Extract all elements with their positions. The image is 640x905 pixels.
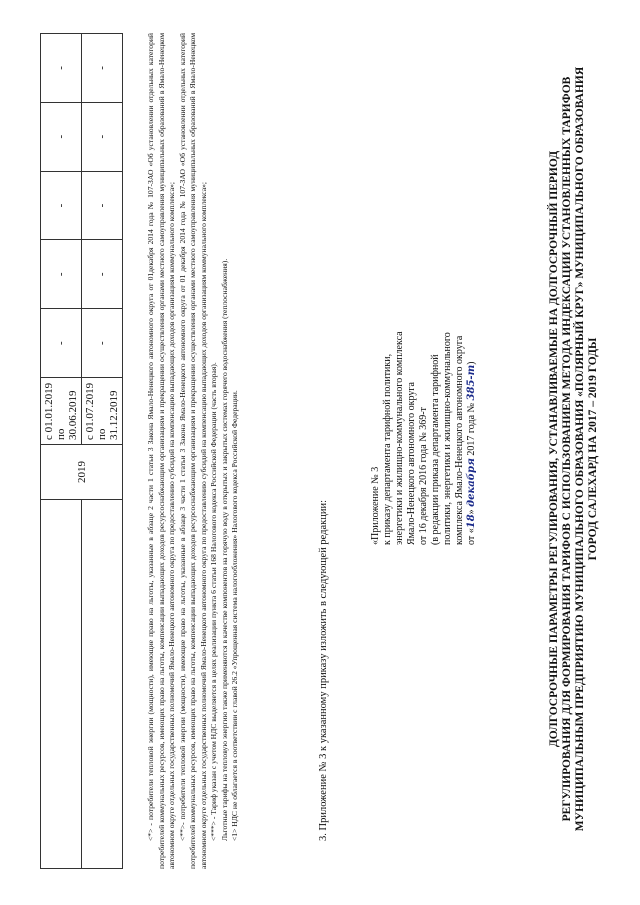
amendment-paragraph: [318, 269, 329, 869]
appendix-line: политики, энергетики и жилищно-коммунального: [442, 332, 453, 545]
footnote-3: <***> - Тариф указан с учетом НДС выделяется в целях реализации пункта 6 статьи 168 Налогового кодекса Российской Федерации (часть вторая).: [209, 362, 218, 841]
period-from: с 01.07.2019: [84, 382, 96, 440]
title-line: ГОРОД САЛЕХАРД НА 2017 – 2019 ГОДЫ: [587, 337, 599, 561]
amendment-text: 3. Приложение № 3 к указанному приказу изложить в следующей редакции:: [318, 499, 329, 841]
date-year: 2017 года №: [466, 402, 477, 459]
document-title: [548, 49, 600, 849]
handwritten-month: декабря: [466, 458, 477, 507]
footnote-5: <1> НДС не облагается в соответствии с главой 26.2 «Упрощенная система налогообложения» Налогового кодекса Российской Федерации.: [230, 390, 239, 841]
footnote-1: <*> - потребители тепловой энергии (мощности), имеющие право на льготы, указанные в абзаце 2 части 1 статьи 3 Закона Ямало-Ненецкого автономного округа от 01декабря 2014 года № 107-ЗАО «Об установлении отдельных категорий потребителей коммунальных ресурсов, имеющих право на льготы, компенсации выпадающих доходов ресурсоснабжающим организациям и прекращении осуществления органами местного самоуправления муниципальных образований в Ямало-Ненецком автономном округе отдельных государственных полномочий Ямало-Ненецкого автономного округа по предоставлению субсидий на компенсацию выпадающих доходов организациям коммунального комплекса»;: [146, 33, 176, 869]
appendix-line: энергетики и жилищно-коммунального комплекса: [394, 331, 405, 545]
table-cell-dash: -: [82, 240, 123, 309]
table-cell-dash: -: [82, 102, 123, 171]
period-from: с 01.01.2019: [43, 382, 55, 440]
tariff-table: [40, 33, 123, 869]
appendix-header: [370, 155, 478, 545]
table-cell-dash: -: [41, 171, 82, 240]
appendix-line: комплекса Ямало-Ненецкого автономного округа: [454, 335, 465, 545]
table-cell-dash: -: [41, 309, 82, 378]
date-suffix: ): [466, 361, 477, 365]
table-cell-dash: -: [82, 34, 123, 103]
table-cell-period: [41, 378, 82, 445]
appendix-line: «Приложение № 3: [370, 466, 381, 545]
appendix-line: от 16 декабря 2016 года № 369-т: [418, 407, 429, 545]
appendix-line: Ямало-Ненецкого автономного округа: [406, 382, 417, 545]
footnote-4: Льготные тарифы на тепловую энергию также применяются в качестве компонентов на горячую воду в открытых и закрытых системах горячего водоснабжения (теплоснабжения).: [219, 258, 229, 841]
appendix-line: (в редакции приказа департамента тарифной: [430, 354, 441, 545]
footnotes: [146, 33, 241, 869]
title-line: ДОЛГОСРОЧНЫЕ ПАРАМЕТРЫ РЕГУЛИРОВАНИЯ, УСТАНАВЛИВАЕМЫЕ НА ДОЛГОСРОЧНЫЙ ПЕРИОД: [548, 150, 560, 748]
handwritten-number: 385-т: [466, 364, 477, 401]
table-row: [41, 34, 82, 869]
date-quote: »: [466, 509, 477, 515]
period-to: по 31.12.2019: [96, 390, 120, 440]
handwritten-day: 18: [466, 514, 477, 529]
appendix-line: к приказу департамента тарифной политики,: [382, 353, 393, 545]
period-to: по 30.06.2019: [55, 390, 79, 440]
footnote-2: <**>- потребители тепловой энергии (мощности), имеющие право на льготы, указанные в абзаце 3 части 1 статьи 3 Закона Ямало-Ненецкого автономного округа от 01 декабря 2014 года № 107-ЗАО «Об установлении отдельных категорий потребителей коммунальных ресурсов, имеющих право на льготы, компенсации выпадающих доходов ресурсоснабжающим организациям и прекращении осуществления органами местного самоуправления муниципальных образований в Ямало-Ненецком автономном округе отдельных государственных полномочий Ямало-Ненецкого автономного округа по предоставлению субсидий на компенсацию выпадающих доходов организациям коммунального комплекса»;: [177, 33, 208, 869]
appendix-date-line: [466, 155, 478, 545]
table-cell-dash: -: [41, 240, 82, 309]
table-cell-empty: [82, 500, 123, 869]
table-cell-dash: -: [82, 309, 123, 378]
title-line: МУНИЦИПАЛЬНЫМ ПРЕДПРИЯТИЮ МУНИЦИПАЛЬНОГО ОБРАЗОВАНИЯ «ПОЛЯРНЫЙ КРУГ» МУНИЦИПАЛЬНОГО ОБРАЗОВАНИЯ: [574, 66, 586, 832]
table-cell-dash: -: [41, 34, 82, 103]
table-cell-dash: -: [82, 171, 123, 240]
table-cell-year: 2019: [41, 445, 123, 500]
table-cell-period: [82, 378, 123, 445]
title-line: РЕГУЛИРОВАНИЯ ДЛЯ ФОРМИРОВАНИЯ ТАРИФОВ С ИСПОЛЬЗОВАНИЕМ МЕТОДА ИНДЕКСАЦИИ УСТАНОВЛЕННЫХ ТАРИФОВ: [561, 76, 573, 822]
table-cell-empty: [41, 500, 82, 869]
date-prefix: от «: [466, 528, 477, 545]
table-cell-dash: -: [41, 102, 82, 171]
